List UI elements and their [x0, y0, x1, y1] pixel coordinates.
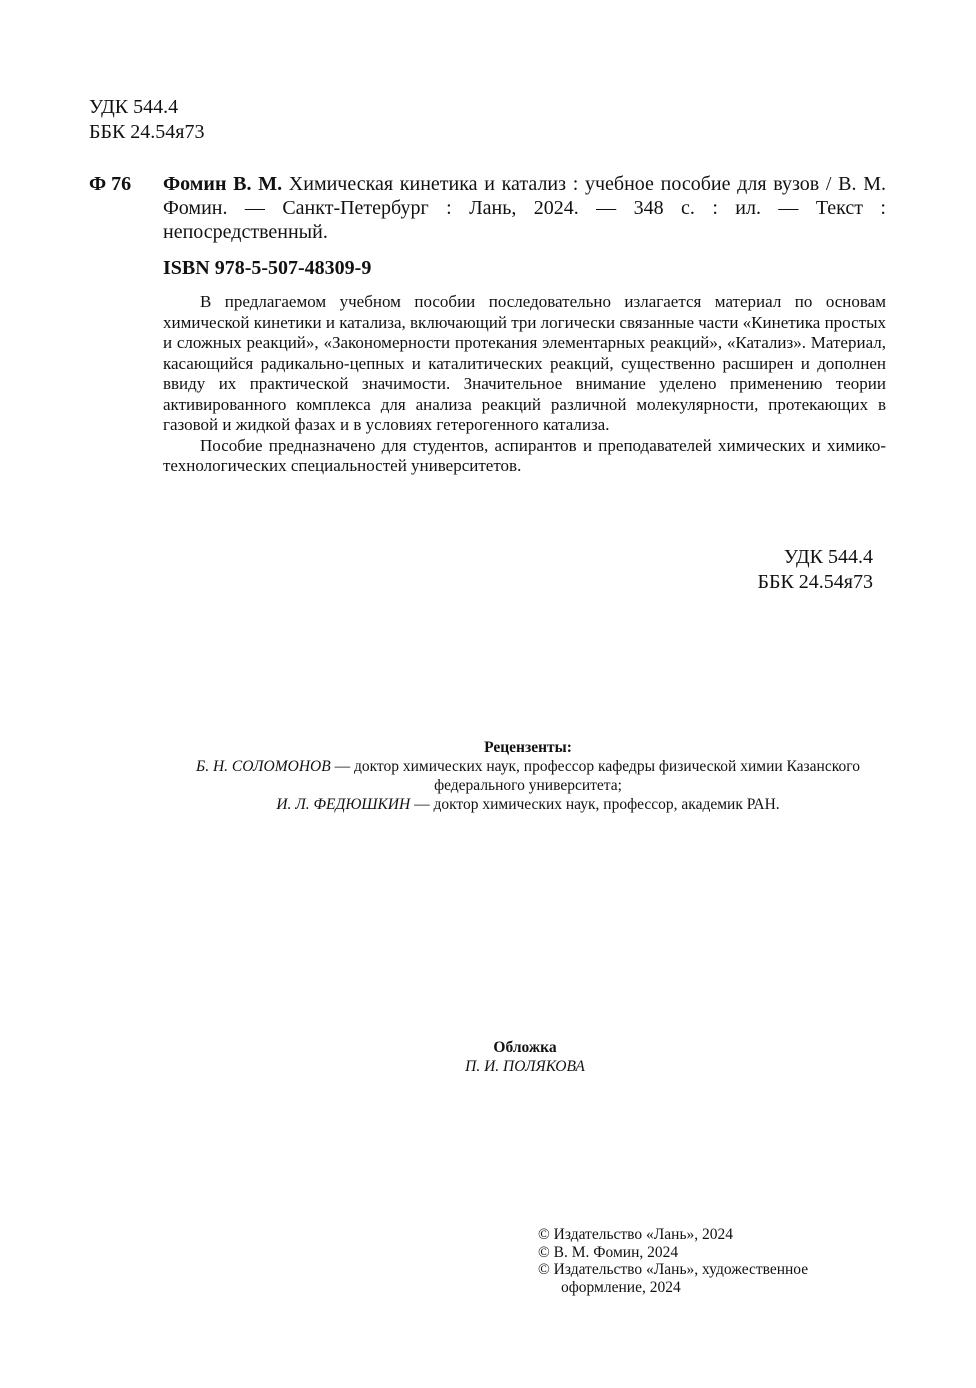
cover-designer: П. И. ПОЛЯКОВА [465, 1058, 585, 1075]
author-mark: Ф 76 [89, 173, 132, 195]
copyright-line: © В. М. Фомин, 2024 [538, 1243, 679, 1261]
top-classification-codes [89, 95, 205, 145]
reviewers-heading: Рецензенты: [484, 739, 572, 756]
reviewer-credentials: — доктор химических наук, профессор, академик РАН. [410, 796, 780, 813]
bibliographic-description [163, 172, 886, 244]
copyright-block [538, 1226, 858, 1296]
reviewer-affiliation: федерального университета; [434, 777, 622, 794]
reviewer-item [140, 757, 916, 776]
reviewer-name: И. Л. ФЕДЮШКИН [276, 796, 411, 813]
udk-code: УДК 544.4 [783, 546, 873, 568]
isbn: ISBN 978-5-507-48309-9 [163, 257, 372, 279]
cover-heading: Обложка [493, 1039, 557, 1056]
copyright-line: © Издательство «Лань», 2024 [538, 1226, 734, 1243]
description-text: Химическая кинетика и катализ : учебное пособие для вузов / В. М. Фомин. — Санкт-Петербург : Лань, 2024. — 348 с. : ил. — Текст : непосредственный. [163, 173, 886, 243]
annotation-paragraph: В предлагаемом учебном пособии последовательно излагается материал по основам химической кинетики и катализа, включающий три логически связанные части «Кинетика простых и сложных реакций», «Закономерности протекания элементарных реакций», «Катализ». Материал, касающийся радикально-цепных и каталитических реакций, существенно расширен и дополнен ввиду их практической значимости. Значительное внимание уделено применению теории активированного комплекса для анализа реакций различной молекулярности, протекающих в газовой и жидкой фазах и в условиях гетерогенного катализа. [163, 292, 886, 434]
bbk-code: ББК 24.54я73 [757, 571, 873, 593]
copyright-line: оформление, 2024 [561, 1278, 681, 1296]
bbk-code: ББК 24.54я73 [89, 121, 205, 143]
udk-code: УДК 544.4 [89, 96, 179, 118]
copyright-line: © Издательство «Лань», художественное [538, 1261, 809, 1278]
cover-credit [340, 1038, 710, 1076]
bottom-classification-codes [700, 545, 873, 595]
annotation-paragraph: Пособие предназначено для студентов, аспирантов и преподавателей химических и химико-технологических специальностей университетов. [163, 435, 886, 475]
reviewer-credentials: — доктор химических наук, профессор кафедры физической химии Казанского [330, 758, 860, 775]
reviewer-item [140, 795, 916, 814]
reviewers-block [140, 738, 916, 814]
author-name: Фомин В. М. [163, 173, 283, 195]
reviewer-name: Б. Н. СОЛОМОНОВ [196, 758, 331, 775]
annotation [163, 292, 886, 477]
